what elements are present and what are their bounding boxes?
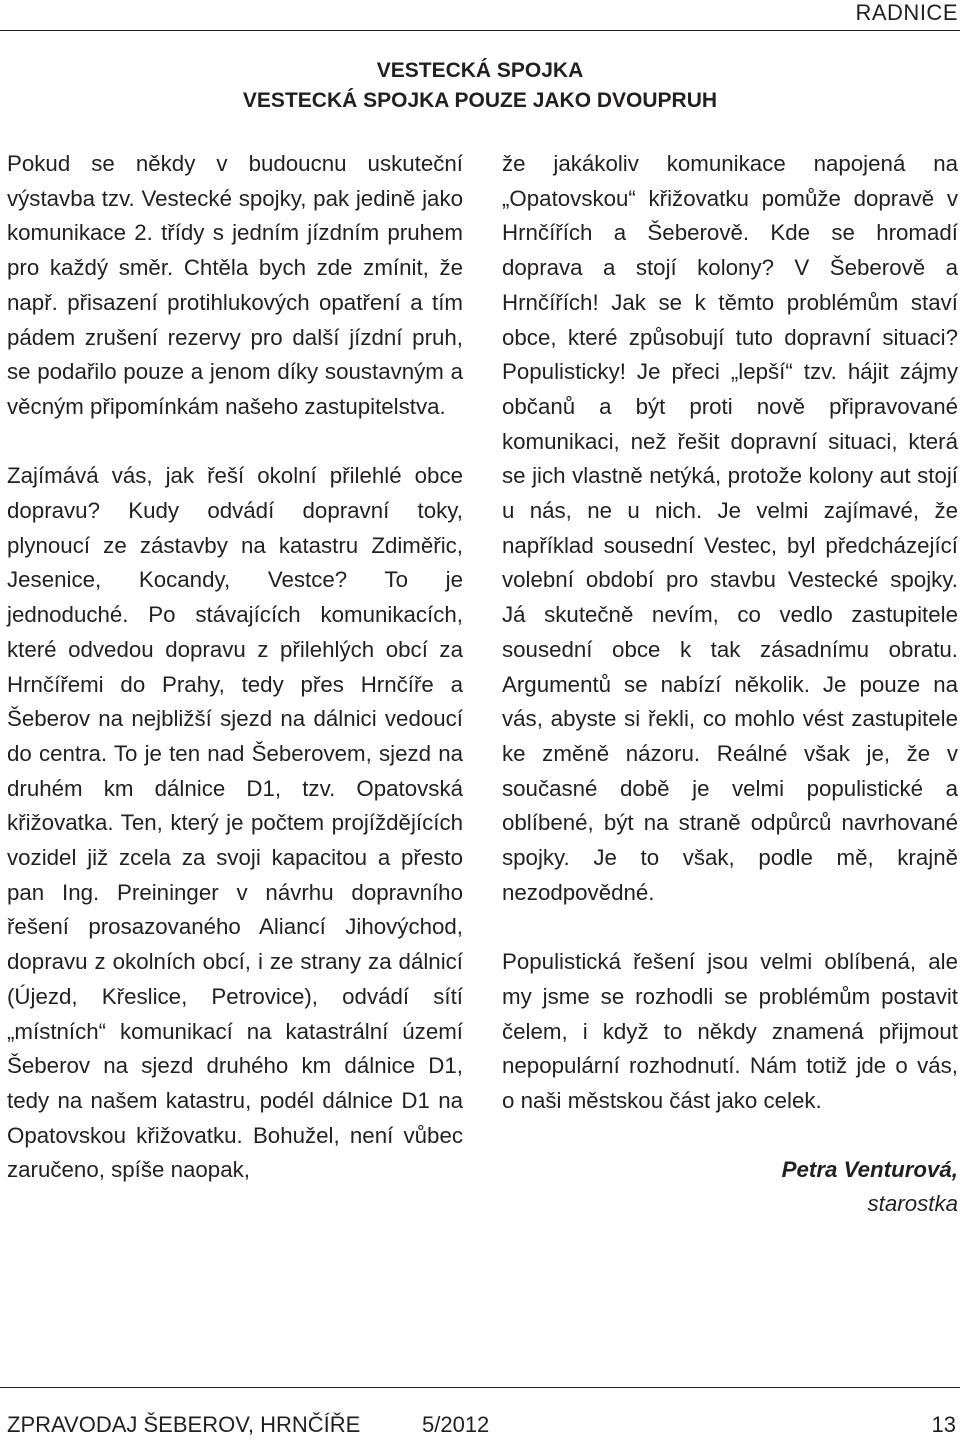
article-column-left — [7, 147, 463, 1188]
paragraph: Pokud se někdy v budoucnu uskuteční výstavba tzv. Vestecké spojky, pak jedině jako komunikace 2. třídy s jedním jízdním pruhem pro každý směr. Chtěla bych zde zmínit, že např. přisazení protihlukových opatření a tím pádem zrušení rezervy pro další jízdní pruh, se podařilo pouze a jenom díky soustavným a věcným připomínkám našeho zastupitelstva. — [7, 151, 463, 419]
publication-name: ZPRAVODAJ ŠEBEROV, HRNČÍŘE — [7, 1412, 361, 1437]
header-divider — [0, 30, 960, 31]
page-footer — [0, 1411, 960, 1439]
issue-number: 5/2012 — [422, 1412, 490, 1437]
article-title-block — [0, 56, 960, 116]
author-name: Petra Venturová, — [781, 1156, 958, 1182]
author-signature — [502, 1153, 958, 1222]
paragraph: Populistická řešení jsou velmi oblíbená, ale my jsme se rozhodli se problémům postavit čelem, i když to někdy znamená přijmout nepopulární rozhodnutí. Nám totiž jde o vás, o naši městskou část jako celek. — [502, 949, 958, 1113]
page-number: 13 — [931, 1412, 956, 1437]
article-column-right — [502, 147, 958, 1222]
section-label: RADNICE — [855, 0, 958, 25]
article-title: VESTECKÁ SPOJKA — [376, 59, 584, 82]
footer-divider — [0, 1387, 960, 1388]
article-subtitle: VESTECKÁ SPOJKA POUZE JAKO DVOUPRUH — [242, 89, 718, 112]
paragraph: Zajímává vás, jak řeší okolní přilehlé obce dopravu? Kudy odvádí dopravní toky, plynoucí ze zástavby na katastru Zdiměřic, Jesenice, Kocandy, Vestce? To je jednoduché. Po stávajících komunikacích, které odvedou dopravu z přilehlých obcí za Hrnčířemi do Prahy, tedy přes Hrnčíře a Šeberov na nejbližší sjezd na dálnici vedoucí do centra. To je ten nad Šeberovem, sjezd na druhém km dálnice D1, tzv. Opatovská křižovatka. Ten, který je počtem projíždějících vozidel již zcela za svoji kapacitou a přesto pan Ing. Preininger v návrhu dopravního řešení prosazovaného Aliancí Jihovýchod, dopravu z okolních obcí, i ze strany za dálnicí (Újezd, Křeslice, Petrovice), odvádí sítí „místních“ komunikací na katastrální území Šeberov na sjezd druhého km dálnice D1, tedy na našem katastru, podél dálnice D1 na Opatovskou křižovatku. Bohužel, není vůbec zaručeno, spíše naopak, — [7, 463, 463, 1183]
paragraph: že jakákoliv komunikace napojená na „Opatovskou“ křižovatku pomůže dopravě v Hrnčířích a Šeberově. Kde se hromadí doprava a stojí kolony? V Šeberově a Hrnčířích! Jak se k těmto problémům staví obce, které způsobují tuto dopravní situaci? Populisticky! Je přeci „lepší“ tzv. hájit zájmy občanů a být proti nově připravované komunikaci, než řešit dopravní situaci, která se jich vlastně netýká, protože kolony aut stojí u nás, ne u nich. Je velmi zajímavé, že například sousední Vestec, byl předcházející volební období pro stavbu Vestecké spojky. Já skutečně nevím, co vedlo zastupitele sousední obce k tak zásadnímu obratu. Argumentů se nabízí několik. Je pouze na vás, abyste si řekli, co mohlo vést zastupitele ke změně názoru. Reálné však je, že v současné době je velmi populistické a oblíbené, být na straně odpůrců navrhované spojky. Je to však, podle mě, krajně nezodpovědné. — [502, 151, 958, 905]
author-role: starostka — [867, 1191, 958, 1217]
